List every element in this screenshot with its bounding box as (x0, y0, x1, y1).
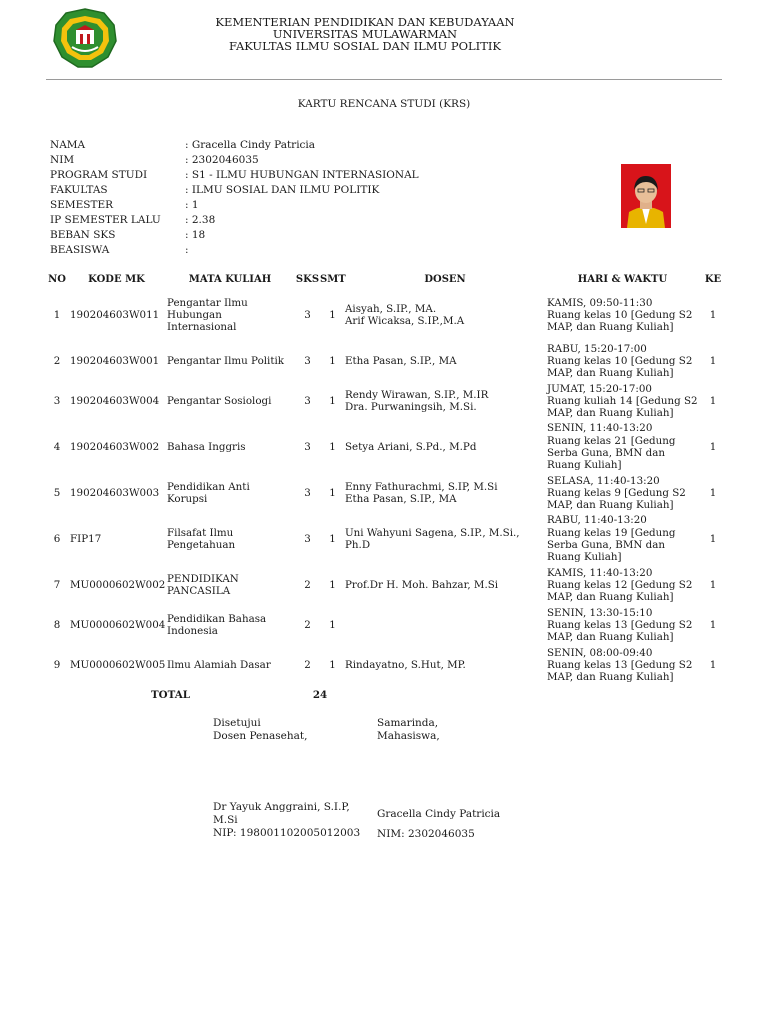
student-photo (621, 164, 671, 228)
cell-no: 5 (53, 486, 61, 499)
table-row (46, 289, 726, 341)
cell-ke: 1 (709, 308, 717, 321)
col-header-kode: KODE MK (88, 273, 145, 285)
cell-hari-waktu-line: KAMIS, 11:40-13:20 (547, 566, 653, 579)
table-row (46, 341, 726, 381)
cell-dosen-line: Aisyah, S.IP., MA. (345, 302, 437, 315)
info-label: SEMESTER (50, 199, 114, 211)
cell-dosen (345, 341, 545, 381)
total-label: TOTAL (151, 688, 190, 701)
cell-hari-waktu-line: MAP, dan Ruang Kuliah] (547, 321, 674, 334)
cell-dosen-line: Uni Wahyuni Sagena, S.IP., M.Si., (345, 526, 520, 539)
advisor-role: Dosen Penasehat, (213, 729, 308, 742)
info-row-fakultas (50, 183, 585, 198)
cell-hari-waktu-line: MAP, dan Ruang Kuliah] (547, 631, 674, 644)
institution-header (140, 16, 590, 52)
cell-sks: 2 (304, 658, 311, 671)
col-header-sks: SKS (295, 273, 320, 285)
cell-dosen (345, 645, 545, 685)
cell-hari-waktu-line: SENIN, 13:30-15:10 (547, 606, 653, 619)
cell-ke: 1 (709, 394, 717, 407)
cell-dosen (345, 289, 545, 341)
table-row (46, 381, 726, 421)
course-table-body (46, 289, 726, 685)
cell-mata-kuliah-line: Filsafat Ilmu (167, 526, 234, 539)
cell-hari-waktu-line: Ruang kuliah 14 [Gedung S2 (547, 394, 698, 407)
cell-sks: 3 (304, 532, 311, 545)
cell-smt: 1 (329, 486, 336, 499)
cell-mata-kuliah-line: Pendidikan Anti (167, 480, 250, 493)
cell-no: 6 (53, 532, 61, 545)
cell-smt: 1 (329, 354, 336, 367)
cell-dosen-line: Etha Pasan, S.IP., MA (345, 493, 457, 505)
cell-kode-mk: 190204603W004 (70, 394, 160, 407)
cell-mata-kuliah-line: Ilmu Alamiah Dasar (167, 658, 271, 671)
cell-hari-waktu-line: Ruang kelas 10 [Gedung S2 (547, 308, 693, 321)
student-info (50, 138, 585, 258)
cell-dosen (345, 473, 545, 513)
cell-mata-kuliah (165, 565, 295, 605)
info-value: : S1 - ILMU HUBUNGAN INTERNASIONAL (185, 169, 419, 181)
cell-smt: 1 (329, 440, 336, 453)
cell-kode-mk: MU0000602W002 (70, 578, 166, 591)
cell-mata-kuliah-line: Pengantar Ilmu (167, 296, 248, 309)
total-row (46, 685, 726, 705)
cell-hari-waktu (545, 381, 700, 421)
student-role: Mahasiswa, (377, 729, 440, 742)
cell-mata-kuliah-line: Korupsi (167, 493, 208, 505)
cell-hari-waktu-line: RABU, 11:40-13:20 (547, 514, 647, 527)
cell-dosen-line: Arif Wicaksa, S.IP.,M.A (345, 315, 465, 327)
place-label: Samarinda, (377, 717, 439, 729)
cell-mata-kuliah-line: PANCASILA (167, 585, 231, 597)
cell-dosen (345, 421, 545, 473)
cell-mata-kuliah (165, 289, 295, 341)
info-row-program (50, 168, 585, 183)
cell-hari-waktu (545, 341, 700, 381)
cell-sks: 3 (304, 486, 311, 499)
col-header-no: NO (48, 273, 66, 285)
table-row (46, 421, 726, 473)
cell-kode-mk: 190204603W011 (70, 308, 160, 321)
info-value: : 2.38 (185, 214, 216, 226)
cell-kode-mk: 190204603W002 (70, 440, 160, 453)
cell-hari-waktu-line: MAP, dan Ruang Kuliah] (547, 591, 674, 604)
cell-ke: 1 (709, 578, 717, 591)
cell-no: 3 (53, 394, 61, 407)
cell-kode-mk: 190204603W001 (70, 354, 160, 367)
cell-ke: 1 (709, 440, 717, 453)
table-header-row (46, 271, 726, 289)
info-value: : 18 (185, 229, 206, 241)
cell-ke: 1 (709, 354, 717, 367)
cell-hari-waktu (545, 605, 700, 645)
cell-hari-waktu-line: Serba Guna, BMN dan (547, 539, 666, 551)
cell-mata-kuliah (165, 341, 295, 381)
cell-mata-kuliah-line: Pengantar Ilmu Politik (167, 354, 285, 367)
cell-dosen (345, 605, 545, 645)
cell-kode-mk: 190204603W003 (70, 486, 160, 499)
advisor-approval (213, 717, 363, 742)
advisor-nip: NIP: 198001102005012003 (213, 827, 361, 839)
cell-no: 9 (53, 658, 61, 671)
info-row-beban-sks (50, 228, 585, 243)
info-row-nama (50, 138, 585, 153)
university-name: UNIVERSITAS MULAWARMAN (272, 27, 458, 41)
cell-hari-waktu-line: Ruang kelas 21 [Gedung (547, 434, 676, 447)
cell-smt: 1 (329, 532, 336, 545)
cell-hari-waktu-line: Ruang Kuliah] (547, 551, 622, 564)
cell-mata-kuliah-line: Indonesia (167, 625, 218, 637)
cell-mata-kuliah-line: PENDIDIKAN (167, 572, 239, 585)
cell-no: 2 (53, 354, 61, 367)
info-row-semester (50, 198, 585, 213)
cell-hari-waktu-line: MAP, dan Ruang Kuliah] (547, 367, 674, 380)
student-nim: NIM: 2302046035 (377, 827, 475, 840)
cell-dosen-line: Rendy Wirawan, S.IP., M.IR (345, 388, 489, 401)
info-label: NIM (50, 154, 75, 166)
faculty-name: FAKULTAS ILMU SOSIAL DAN ILMU POLITIK (228, 39, 502, 53)
col-header-smt: SMT (320, 273, 346, 285)
cell-mata-kuliah (165, 421, 295, 473)
info-row-nim (50, 153, 585, 168)
col-header-ke: KE (704, 273, 722, 285)
student-signature (377, 808, 537, 840)
cell-mata-kuliah-line: Bahasa Inggris (167, 440, 246, 453)
cell-no: 8 (53, 618, 61, 631)
cell-hari-waktu-line: KAMIS, 09:50-11:30 (547, 296, 653, 309)
cell-hari-waktu-line: Ruang kelas 13 [Gedung S2 (547, 618, 693, 631)
info-label: FAKULTAS (50, 184, 108, 196)
cell-hari-waktu-line: Ruang kelas 19 [Gedung (547, 526, 676, 539)
cell-mata-kuliah-line: Pengantar Sosiologi (167, 394, 272, 407)
document-title: KARTU RENCANA STUDI (KRS) (297, 98, 471, 110)
cell-mata-kuliah (165, 473, 295, 513)
advisor-signature (213, 801, 363, 840)
info-label: BEASISWA (50, 244, 110, 256)
table-row (46, 605, 726, 645)
cell-hari-waktu-line: MAP, dan Ruang Kuliah] (547, 499, 674, 512)
cell-hari-waktu (545, 421, 700, 473)
student-name: Gracella Cindy Patricia (377, 808, 501, 820)
table-row (46, 645, 726, 685)
cell-sks: 3 (304, 354, 311, 367)
cell-dosen-line: Rindayatno, S.Hut, MP. (345, 658, 466, 671)
cell-mata-kuliah (165, 381, 295, 421)
cell-mata-kuliah-line: Hubungan (167, 308, 222, 321)
cell-hari-waktu-line: RABU, 15:20-17:00 (547, 342, 647, 355)
info-label: IP SEMESTER LALU (50, 214, 161, 226)
cell-hari-waktu-line: SENIN, 11:40-13:20 (547, 422, 653, 435)
cell-hari-waktu-line: Serba Guna, BMN dan (547, 447, 666, 459)
info-value: : 2302046035 (185, 154, 259, 166)
cell-dosen-line: Setya Ariani, S.Pd., M.Pd (345, 440, 477, 453)
cell-ke: 1 (709, 486, 717, 499)
university-logo-icon (52, 7, 118, 69)
info-label: BEBAN SKS (50, 229, 116, 241)
cell-sks: 2 (304, 578, 311, 591)
cell-no: 1 (53, 308, 61, 321)
cell-dosen-line: Ph.D (345, 539, 371, 551)
cell-hari-waktu-line: Ruang kelas 13 [Gedung S2 (547, 658, 693, 671)
cell-sks: 3 (304, 308, 311, 321)
info-row-ip (50, 213, 585, 228)
total-empty (345, 685, 726, 705)
cell-hari-waktu-line: Ruang kelas 10 [Gedung S2 (547, 354, 693, 367)
info-value: : Gracella Cindy Patricia (185, 139, 316, 151)
cell-no: 4 (53, 440, 61, 453)
cell-hari-waktu (545, 645, 700, 685)
cell-hari-waktu (545, 513, 700, 565)
cell-sks: 2 (304, 618, 311, 631)
cell-smt: 1 (329, 308, 336, 321)
cell-ke: 1 (709, 658, 717, 671)
cell-hari-waktu-line: Ruang Kuliah] (547, 459, 622, 472)
cell-hari-waktu-line: MAP, dan Ruang Kuliah] (547, 407, 674, 420)
cell-sks: 3 (304, 440, 311, 453)
cell-hari-waktu (545, 473, 700, 513)
student-place (377, 717, 537, 742)
cell-hari-waktu-line: Ruang kelas 9 [Gedung S2 (547, 486, 686, 499)
approval-label: Disetujui (213, 717, 261, 729)
cell-ke: 1 (709, 618, 717, 631)
cell-ke: 1 (709, 532, 717, 545)
cell-dosen (345, 381, 545, 421)
cell-kode-mk: FIP17 (70, 532, 102, 545)
cell-hari-waktu-line: SENIN, 08:00-09:40 (547, 646, 653, 659)
cell-dosen-line: Enny Fathurachmi, S.IP, M.Si (345, 480, 498, 493)
cell-mata-kuliah-line: Internasional (167, 321, 237, 334)
info-row-beasiswa (50, 243, 585, 258)
cell-hari-waktu (545, 289, 700, 341)
cell-hari-waktu-line: JUMAT, 15:20-17:00 (547, 382, 652, 395)
cell-mata-kuliah (165, 645, 295, 685)
cell-mata-kuliah (165, 513, 295, 565)
cell-smt: 1 (329, 578, 336, 591)
cell-mata-kuliah-line: Pengetahuan (167, 539, 236, 551)
cell-mata-kuliah-line: Pendidikan Bahasa (167, 612, 267, 625)
cell-smt: 1 (329, 658, 336, 671)
cell-hari-waktu-line: Ruang kelas 12 [Gedung S2 (547, 578, 693, 591)
cell-hari-waktu (545, 565, 700, 605)
cell-smt: 1 (329, 618, 336, 631)
header-divider (46, 79, 722, 80)
info-value: : ILMU SOSIAL DAN ILMU POLITIK (185, 184, 380, 196)
table-row (46, 513, 726, 565)
info-value: : 1 (185, 199, 199, 211)
course-table (46, 271, 726, 705)
table-row (46, 565, 726, 605)
cell-dosen (345, 513, 545, 565)
info-label: PROGRAM STUDI (50, 169, 148, 181)
total-sks: 24 (312, 688, 328, 701)
cell-sks: 3 (304, 394, 311, 407)
table-row (46, 473, 726, 513)
cell-hari-waktu-line: MAP, dan Ruang Kuliah] (547, 671, 674, 684)
advisor-name: Dr Yayuk Anggraini, S.I.P, M.Si (213, 801, 350, 826)
cell-dosen-line: Etha Pasan, S.IP., MA (345, 354, 457, 367)
cell-kode-mk: MU0000602W004 (70, 618, 166, 631)
col-header-mata-kuliah: MATA KULIAH (188, 273, 272, 285)
cell-kode-mk: MU0000602W005 (70, 658, 166, 671)
info-label: NAMA (50, 139, 86, 151)
cell-smt: 1 (329, 394, 336, 407)
col-header-dosen: DOSEN (424, 273, 466, 285)
info-value: : (185, 244, 189, 256)
cell-dosen (345, 565, 545, 605)
cell-no: 7 (53, 578, 61, 591)
cell-mata-kuliah (165, 605, 295, 645)
cell-hari-waktu-line: SELASA, 11:40-13:20 (547, 474, 660, 487)
col-header-hari-waktu: HARI & WAKTU (577, 273, 668, 285)
cell-dosen-line: Prof.Dr H. Moh. Bahzar, M.Si (345, 578, 499, 591)
ministry-name: KEMENTERIAN PENDIDIKAN DAN KEBUDAYAAN (215, 15, 515, 29)
cell-dosen-line: Dra. Purwaningsih, M.Si. (345, 401, 477, 413)
